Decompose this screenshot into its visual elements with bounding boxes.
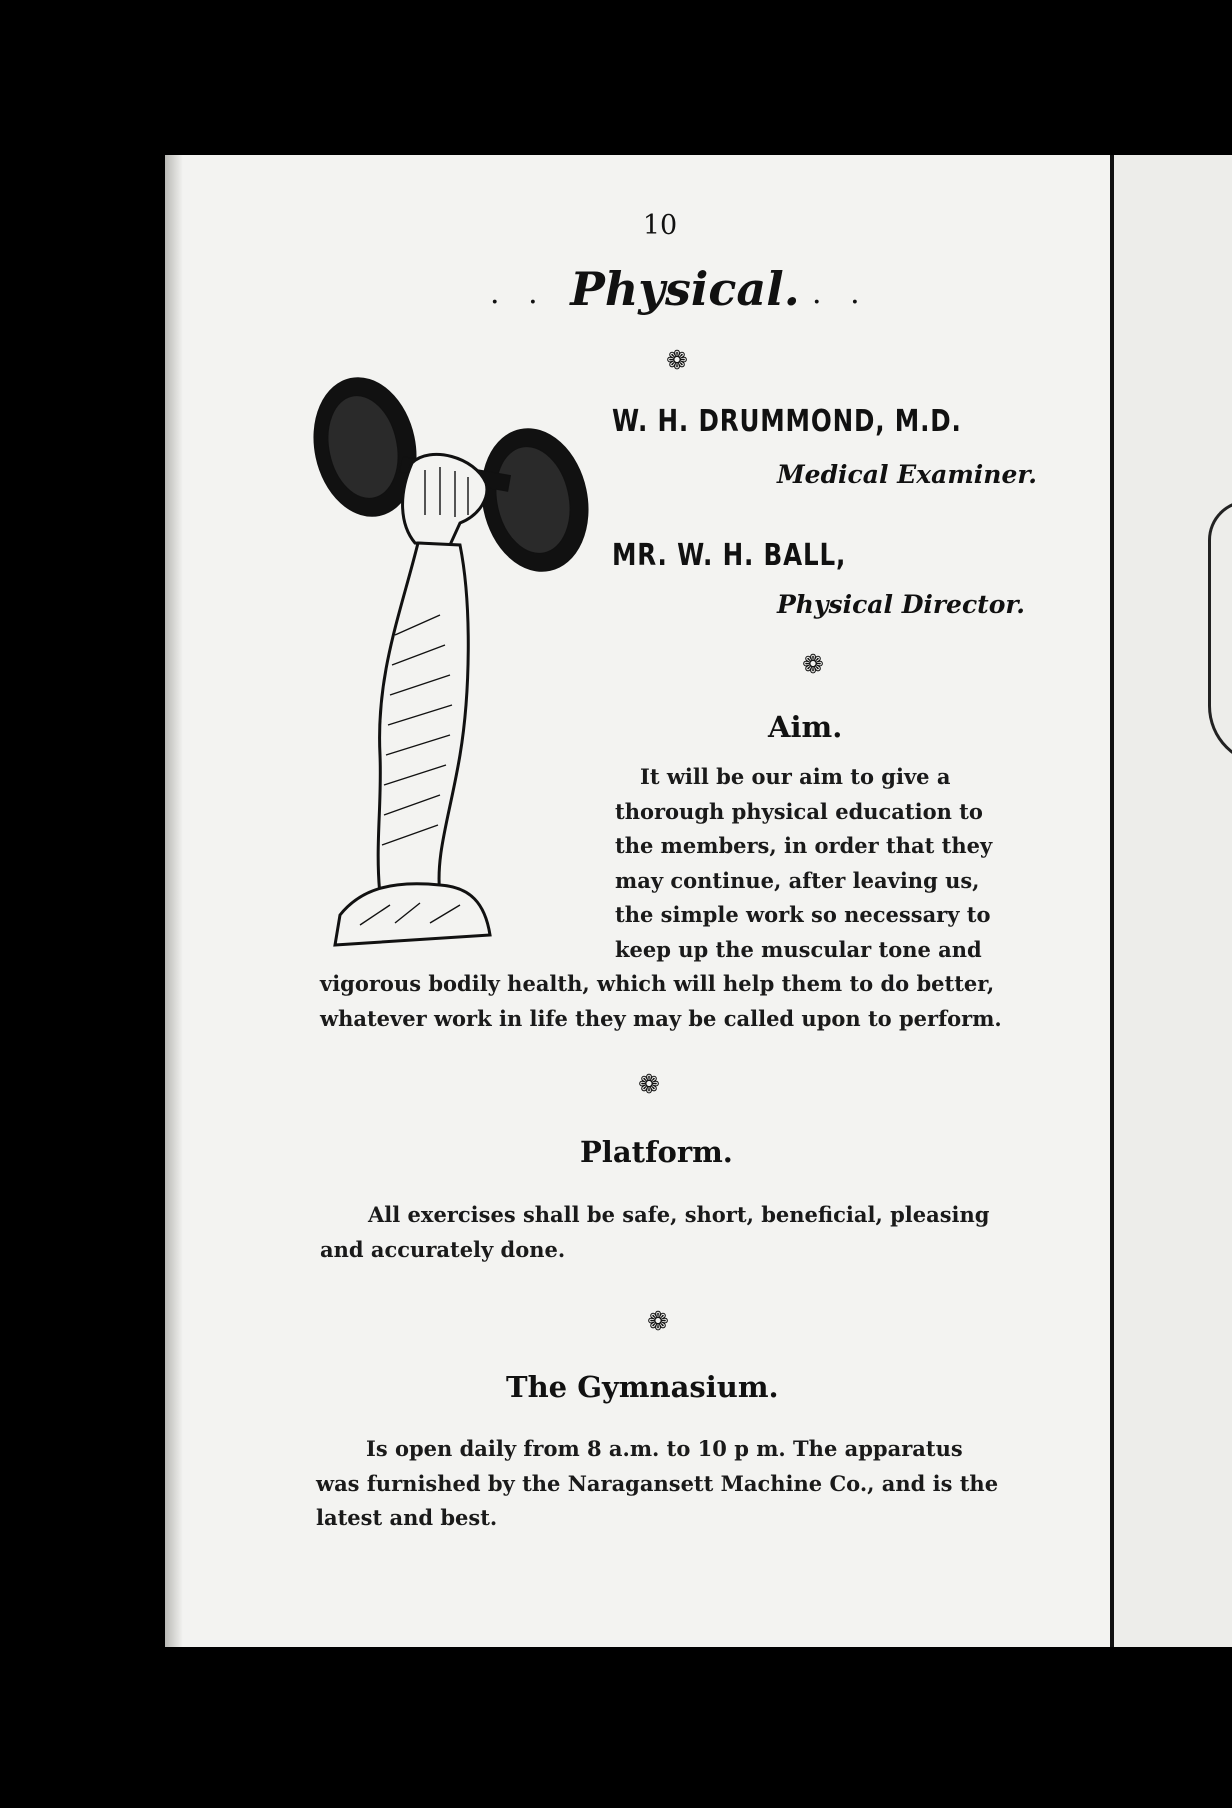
adjacent-page-edge [1114, 155, 1232, 1647]
aim-paragraph-full [320, 967, 1010, 1036]
platform-line: All exercises shall be safe, short, beneficial, pleasing [368, 1202, 990, 1227]
gymnasium-line: was furnished by the Naragansett Machine Co., and is the [316, 1470, 999, 1496]
scan-border-bottom [0, 1648, 1232, 1808]
page-number: 10 [642, 210, 678, 241]
scan-border-left [0, 0, 160, 1808]
aim-line: It will be our aim to give a [640, 764, 951, 789]
ornament-rosette-icon: ❁ [647, 1307, 669, 1337]
gymnasium-line: Is open daily from 8 a.m. to 10 p m. The apparatus [366, 1436, 963, 1461]
aim-line: keep up the muscular tone and [615, 936, 982, 962]
aim-line: the simple work so necessary to [615, 902, 991, 927]
staff-role-medical-examiner: Medical Examiner. [777, 460, 1037, 489]
staff-role-physical-director: Physical Director. [777, 590, 1025, 619]
aim-line: may continue, after leaving us, [615, 867, 980, 893]
platform-paragraph [320, 1198, 1010, 1267]
ornament-rosette-icon: ❁ [666, 346, 688, 376]
section-heading-gymnasium: The Gymnasium. [506, 1370, 779, 1404]
page-title: Physical. [570, 262, 800, 316]
gymnasium-line: latest and best. [316, 1505, 498, 1530]
ornament-rosette-icon: ❁ [638, 1070, 660, 1100]
aim-line: vigorous bodily health, which will help them to do better, [320, 971, 995, 996]
scan-border-top [0, 0, 1232, 155]
adjacent-page-figure-fragment [1208, 500, 1232, 766]
ornament-rosette-icon: ❁ [802, 650, 824, 680]
arm-holding-dumbbell-icon [300, 375, 640, 975]
heading-dots-right: · · [812, 285, 860, 320]
platform-line: and accurately done. [320, 1236, 566, 1262]
aim-paragraph-column [615, 760, 1005, 967]
section-heading-platform: Platform. [580, 1135, 733, 1169]
staff-name-physical-director: MR. W. H. BALL, [612, 538, 847, 573]
aim-line: whatever work in life they may be called upon to perform. [320, 1005, 1002, 1031]
section-heading-aim: Aim. [768, 710, 843, 744]
aim-line: the members, in order that they [615, 833, 993, 858]
heading-dots-left: · · [490, 285, 538, 320]
staff-name-medical-examiner: W. H. DRUMMOND, M.D. [612, 404, 962, 439]
page-gutter-shadow [165, 155, 183, 1647]
gymnasium-paragraph [316, 1432, 1006, 1536]
aim-line: thorough physical education to [615, 798, 983, 824]
